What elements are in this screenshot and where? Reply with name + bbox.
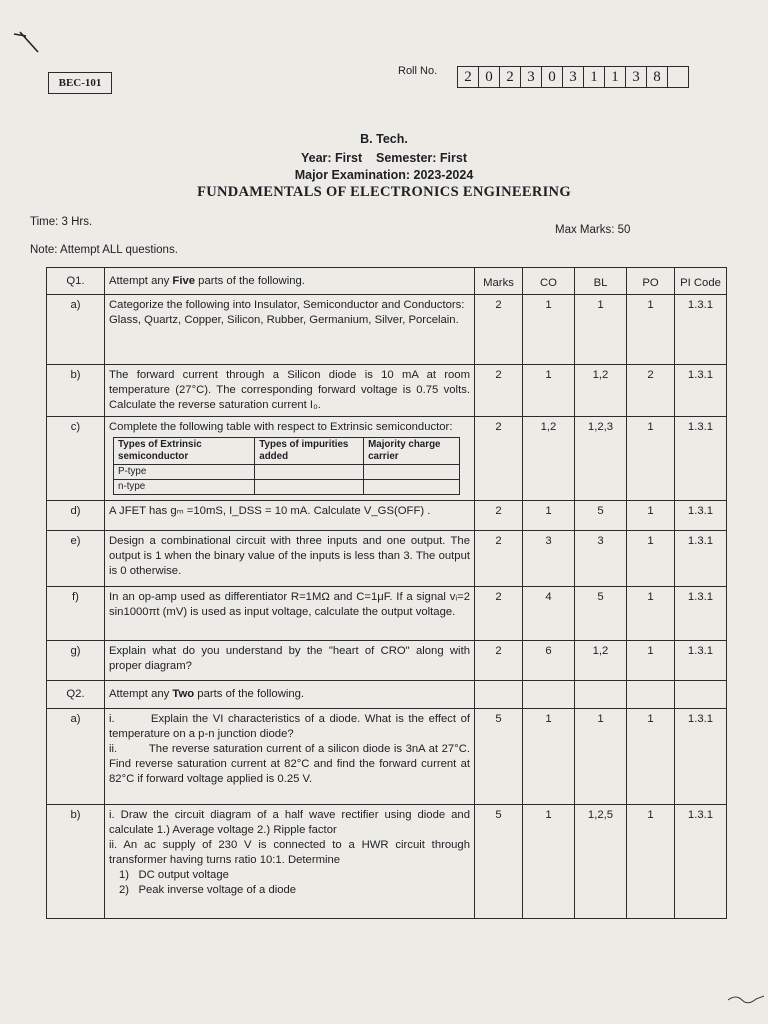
time-allowed: Time: 3 Hrs. (30, 216, 93, 228)
sub-row-label: n-type (114, 480, 255, 495)
roll-digit: 1 (604, 66, 626, 88)
part-pi: 1.3.1 (675, 531, 727, 587)
part-co: 1,2 (523, 417, 575, 501)
part-text: Categorize the following into Insulator, Semiconductor and Conductors: Glass, Quartz, Copper, Silicon, Rubber, Germanium, Silver, Porcelain. (105, 295, 475, 365)
part-co: 6 (523, 641, 575, 681)
q2-instruction-count: Two (172, 688, 195, 700)
header-co: CO (523, 268, 575, 295)
part-id: e) (47, 531, 105, 587)
part-co: 1 (523, 501, 575, 531)
q1-instruction-count: Five (172, 275, 196, 287)
year-semester: Year: First Semester: First (300, 151, 468, 165)
roll-digit: 3 (562, 66, 584, 88)
part-text: A JFET has gₘ =10mS, I_DSS = 10 mA. Calculate V_GS(OFF) . (105, 501, 475, 531)
part-marks: 2 (475, 531, 523, 587)
q1-part-b (47, 365, 727, 417)
sub-header: Majority charge carrier (364, 438, 459, 465)
part-co: 1 (523, 365, 575, 417)
question-table (46, 267, 727, 919)
q2-instruction-text-end: parts of the following. (194, 688, 305, 700)
part-id: f) (47, 587, 105, 641)
q2-instruction-text: Attempt any (109, 688, 173, 700)
part-pi: 1.3.1 (675, 501, 727, 531)
part-text: Explain what do you understand by the "heart of CRO" along with proper diagram? (105, 641, 475, 681)
part-pi: 1.3.1 (675, 709, 727, 805)
q1-header-row (47, 268, 727, 295)
q1-part-a (47, 295, 727, 365)
part-text: In an op-amp used as differentiator R=1MΩ and C=1μF. If a signal vᵢ=2 sin1000πt (mV) is used as input voltage, calculate the output voltage. (105, 587, 475, 641)
part-marks: 2 (475, 587, 523, 641)
part-id: d) (47, 501, 105, 531)
q1-part-f (47, 587, 727, 641)
q2-part-a (47, 709, 727, 805)
q1-instruction-text-end: parts of the following. (195, 275, 305, 287)
roll-number-label: Roll No. (398, 65, 438, 77)
extrinsic-semiconductor-table (113, 437, 460, 495)
part-bl: 1,2 (575, 641, 627, 681)
q1-part-e (47, 531, 727, 587)
part-text: Complete the following table with respect to Extrinsic semiconductor: (109, 421, 453, 433)
exam-title: Major Examination: 2023-2024 (294, 168, 474, 182)
part-id: c) (47, 417, 105, 501)
sub-cell-empty (255, 480, 364, 495)
sub-header: Types of Extrinsic semiconductor (114, 438, 255, 465)
empty-cell (627, 681, 675, 709)
empty-cell (475, 681, 523, 709)
part-po: 1 (627, 295, 675, 365)
part-pi: 1.3.1 (675, 365, 727, 417)
roll-digit (667, 66, 689, 88)
part-line: 2) Peak inverse voltage of a diode (119, 884, 297, 896)
part-po: 1 (627, 805, 675, 919)
part-marks: 5 (475, 805, 523, 919)
sub-cell-empty (364, 465, 459, 480)
roll-digit: 2 (457, 66, 479, 88)
part-id: b) (47, 805, 105, 919)
subject-title: FUNDAMENTALS OF ELECTRONICS ENGINEERING (197, 184, 571, 200)
roll-digit: 1 (583, 66, 605, 88)
part-line: i. Explain the VI characteristics of a diode. What is the effect of temperature on a p-n junction diode? (109, 713, 474, 740)
part-id: a) (47, 295, 105, 365)
part-text: The forward current through a Silicon diode is 10 mA at room temperature (27°C). The corresponding forward voltage is 0.75 volts. Calculate the reverse saturation current I₀. (105, 365, 475, 417)
part-bl: 1,2,5 (575, 805, 627, 919)
part-po: 1 (627, 501, 675, 531)
part-line: ii. The reverse saturation current of a silicon diode is 3nA at 27°C. Find reverse saturation current at 82°C and find the forward current at 82°C if forward voltage applied is 0.25 V. (109, 743, 474, 785)
sub-row-label: P-type (114, 465, 255, 480)
part-marks: 2 (475, 501, 523, 531)
pen-mark-icon (12, 30, 42, 56)
roll-digit: 3 (520, 66, 542, 88)
max-marks: Max Marks: 50 (555, 224, 631, 236)
part-line: 1) DC output voltage (119, 869, 229, 881)
part-po: 2 (627, 365, 675, 417)
part-marks: 2 (475, 641, 523, 681)
part-pi: 1.3.1 (675, 641, 727, 681)
q1-instruction (105, 268, 475, 295)
q2-label: Q2. (47, 681, 105, 709)
part-content (105, 805, 475, 919)
header-po: PO (627, 268, 675, 295)
part-co: 3 (523, 531, 575, 587)
roll-digit: 8 (646, 66, 668, 88)
degree-title: B. Tech. (360, 132, 408, 146)
pen-scribble-icon (726, 990, 766, 1010)
q1-label: Q1. (47, 268, 105, 295)
part-marks: 2 (475, 365, 523, 417)
part-marks: 5 (475, 709, 523, 805)
q2-part-b (47, 805, 727, 919)
part-bl: 5 (575, 501, 627, 531)
sub-header: Types of impurities added (255, 438, 364, 465)
part-content (105, 417, 475, 501)
part-pi: 1.3.1 (675, 587, 727, 641)
header-pi: PI Code (675, 268, 727, 295)
empty-cell (675, 681, 727, 709)
part-po: 1 (627, 587, 675, 641)
sub-cell-empty (364, 480, 459, 495)
empty-cell (523, 681, 575, 709)
roll-number-boxes (458, 66, 689, 88)
part-pi: 1.3.1 (675, 417, 727, 501)
q1-part-c (47, 417, 727, 501)
note: Note: Attempt ALL questions. (30, 244, 178, 256)
part-bl: 1 (575, 709, 627, 805)
part-id: a) (47, 709, 105, 805)
part-bl: 1,2,3 (575, 417, 627, 501)
part-co: 4 (523, 587, 575, 641)
part-marks: 2 (475, 295, 523, 365)
part-po: 1 (627, 531, 675, 587)
part-po: 1 (627, 641, 675, 681)
part-marks: 2 (475, 417, 523, 501)
part-po: 1 (627, 417, 675, 501)
empty-cell (575, 681, 627, 709)
part-po: 1 (627, 709, 675, 805)
part-co: 1 (523, 709, 575, 805)
sub-cell-empty (255, 465, 364, 480)
part-id: b) (47, 365, 105, 417)
roll-digit: 3 (625, 66, 647, 88)
part-bl: 1,2 (575, 365, 627, 417)
q1-part-d (47, 501, 727, 531)
part-line: i. Draw the circuit diagram of a half wave rectifier using diode and calculate 1.) Average voltage 2.) Ripple factor (109, 809, 470, 836)
part-content (105, 709, 475, 805)
roll-digit: 0 (478, 66, 500, 88)
part-pi: 1.3.1 (675, 295, 727, 365)
part-bl: 5 (575, 587, 627, 641)
part-line: ii. An ac supply of 230 V is connected to a HWR circuit through transformer having turns ratio 10:1. Determine (109, 839, 470, 866)
part-text: Design a combinational circuit with three inputs and one output. The output is 1 when the binary value of the inputs is less than 3. The output is 0 otherwise. (105, 531, 475, 587)
header-marks: Marks (475, 268, 523, 295)
part-co: 1 (523, 295, 575, 365)
part-co: 1 (523, 805, 575, 919)
part-id: g) (47, 641, 105, 681)
course-code: BEC-101 (48, 72, 112, 94)
q1-instruction-text: Attempt any (109, 275, 173, 287)
q1-part-g (47, 641, 727, 681)
roll-digit: 2 (499, 66, 521, 88)
part-bl: 1 (575, 295, 627, 365)
q2-instruction (105, 681, 475, 709)
part-pi: 1.3.1 (675, 805, 727, 919)
header-bl: BL (575, 268, 627, 295)
roll-digit: 0 (541, 66, 563, 88)
q2-header-row (47, 681, 727, 709)
part-bl: 3 (575, 531, 627, 587)
